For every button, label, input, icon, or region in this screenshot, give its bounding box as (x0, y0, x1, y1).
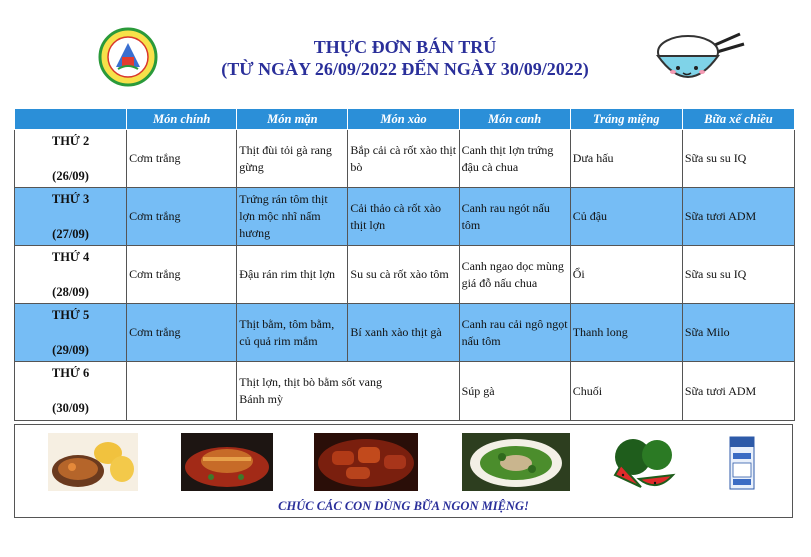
header-mon-man: Món mặn (237, 109, 348, 130)
table-header-row (15, 109, 795, 130)
watermelon-image (611, 435, 677, 491)
date-label: (29/09) (52, 342, 89, 357)
table-row (15, 246, 795, 304)
stir-fry-cell: Bắp cải cà rốt xào thịt bò (348, 130, 459, 188)
savory-dish-cell: Thịt bằm, tôm bằm, củ quả rim mắm (237, 304, 348, 362)
main-dish-cell: Cơm trắng (127, 246, 237, 304)
table-row (15, 362, 795, 421)
bread-stew-image (48, 433, 138, 491)
afternoon-snack-cell: Sữa tươi ADM (682, 362, 794, 421)
day-cell (15, 188, 127, 246)
day-label: THỨ 3 (51, 191, 90, 206)
date-label: (26/09) (52, 168, 89, 183)
footer-message: CHÚC CÁC CON DÙNG BỮA NGON MIỆNG! (278, 499, 529, 513)
page-subtitle: (TỪ NGÀY 26/09/2022 ĐẾN NGÀY 30/09/2022) (221, 59, 589, 79)
merged-dish-cell: Thịt lợn, thịt bò bằm sốt vang Bánh mỳ (237, 362, 459, 421)
dessert-cell: Ổi (570, 246, 682, 304)
afternoon-snack-cell: Sữa su su IQ (682, 246, 794, 304)
food-gallery (14, 424, 793, 518)
page-title: THỰC ĐƠN BÁN TRÚ (313, 37, 497, 57)
header-bua-xe-chieu: Bữa xế chiều (682, 109, 794, 130)
day-label: THỨ 4 (51, 249, 90, 264)
soup-cell: Canh rau cải ngô ngọt nấu tôm (459, 304, 570, 362)
savory-dish-cell: Thịt đùi tỏi gà rang gừng (237, 130, 348, 188)
soup-cell: Canh thịt lợn trứng đậu cà chua (459, 130, 570, 188)
dessert-cell: Củ đậu (570, 188, 682, 246)
title-block (170, 36, 640, 80)
table-row (15, 130, 795, 188)
ribs-image (314, 433, 418, 491)
main-dish-cell (127, 362, 237, 421)
afternoon-snack-cell: Sữa tươi ADM (682, 188, 794, 246)
header-mon-canh: Món canh (459, 109, 570, 130)
day-cell (15, 304, 127, 362)
soup-cell: Canh rau ngót nấu tôm (459, 188, 570, 246)
fish-sauce-image (181, 433, 273, 491)
savory-dish-cell: Đậu rán rim thịt lợn (237, 246, 348, 304)
soup-cell: Súp gà (459, 362, 570, 421)
milk-carton-image (727, 433, 757, 491)
date-label: (27/09) (52, 226, 89, 241)
main-dish-cell: Cơm trắng (127, 130, 237, 188)
stir-fry-cell: Cải thảo cà rốt xào thịt lợn (348, 188, 459, 246)
stir-fry-cell: Su su cà rốt xào tôm (348, 246, 459, 304)
savory-dish-cell: Trứng rán tôm thịt lợn mộc nhĩ nấm hương (237, 188, 348, 246)
day-label: THỨ 6 (51, 366, 90, 380)
stir-fry-cell: Bí xanh xào thịt gà (348, 304, 459, 362)
day-cell (15, 130, 127, 188)
afternoon-snack-cell: Sữa Milo (682, 304, 794, 362)
main-dish-cell: Cơm trắng (127, 304, 237, 362)
main-dish-cell: Cơm trắng (127, 188, 237, 246)
table-row (15, 304, 795, 362)
header-day (15, 109, 127, 130)
noodle-soup-image (462, 433, 570, 491)
day-label: THỨ 2 (51, 133, 90, 148)
dessert-cell: Chuối (570, 362, 682, 421)
afternoon-snack-cell: Sữa su su IQ (682, 130, 794, 188)
header-trang-mieng: Tráng miệng (570, 109, 682, 130)
school-logo (92, 27, 164, 87)
day-cell (15, 246, 127, 304)
rice-bowl-icon (648, 26, 752, 96)
menu-table (14, 108, 795, 421)
day-cell (15, 362, 127, 421)
table-row (15, 188, 795, 246)
dessert-cell: Thanh long (570, 304, 682, 362)
date-label: (28/09) (52, 284, 89, 299)
header-mon-xao: Món xào (348, 109, 459, 130)
day-label: THỨ 5 (51, 307, 90, 322)
header-mon-chinh: Món chính (127, 109, 237, 130)
soup-cell: Canh ngao dọc mùng giá đỗ nấu chua (459, 246, 570, 304)
date-label: (30/09) (52, 401, 89, 415)
dessert-cell: Dưa hấu (570, 130, 682, 188)
